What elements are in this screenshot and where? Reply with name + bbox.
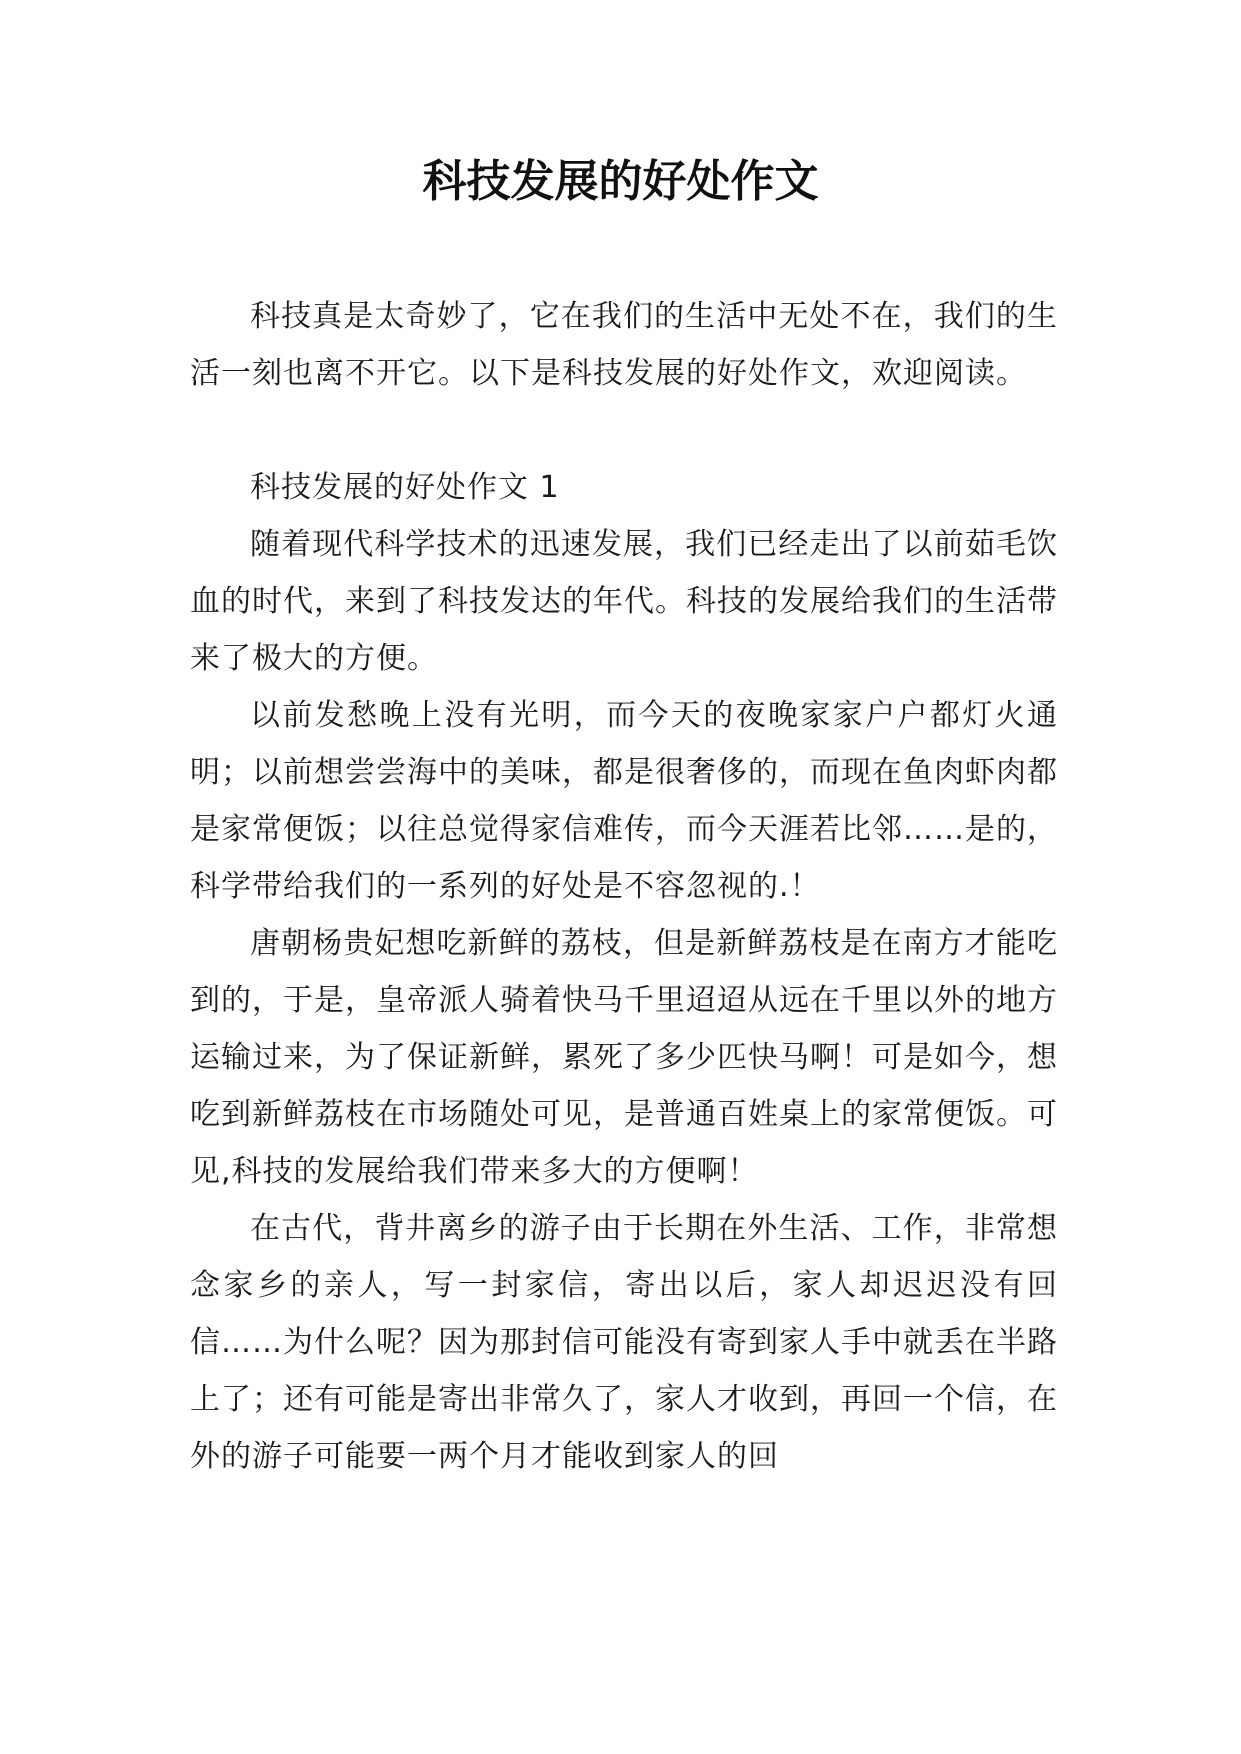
body-paragraph-3: 唐朝杨贵妃想吃新鲜的荔枝，但是新鲜荔枝是在南方才能吃到的，于是，皇帝派人骑着快马千里迢迢从远在千里以外的地方运输过来，为了保证新鲜，累死了多少匹快马啊！可是如今，想吃到新鲜荔枝在市场随处可见，是普通百姓桌上的家常便饭。可见,科技的发展给我们带来多大的方便啊！ [190,926,1058,1189]
document-body [190,288,1058,1485]
body-paragraph-2: 以前发愁晚上没有光明，而今天的夜晚家家户户都灯火通明；以前想尝尝海中的美味，都是很奢侈的，而现在鱼肉虾肉都是家常便饭；以往总觉得家信难传，而今天涯若比邻……是的，科学带给我们的一系列的好处是不容忽视的.！ [190,698,1058,904]
body-paragraph-4: 在古代，背井离乡的游子由于长期在外生活、工作，非常想念家乡的亲人，写一封家信，寄出以后，家人却迟迟没有回信……为什么呢？因为那封信可能没有寄到家人手中就丢在半路上了；还有可能是寄出非常久了，家人才收到，再回一个信，在外的游子可能要一两个月才能收到家人的回 [190,1211,1058,1474]
body-paragraph-1: 随着现代科学技术的迅速发展，我们已经走出了以前茹毛饮血的时代，来到了科技发达的年代。科技的发展给我们的生活带来了极大的方便。 [190,527,1058,676]
document-title: 科技发展的好处作文 [422,156,819,207]
intro-paragraph: 科技真是太奇妙了，它在我们的生活中无处不在，我们的生活一刻也离不开它。以下是科技发展的好处作文，欢迎阅读。 [190,299,1058,391]
section-heading: 科技发展的好处作文 1 [250,470,560,505]
